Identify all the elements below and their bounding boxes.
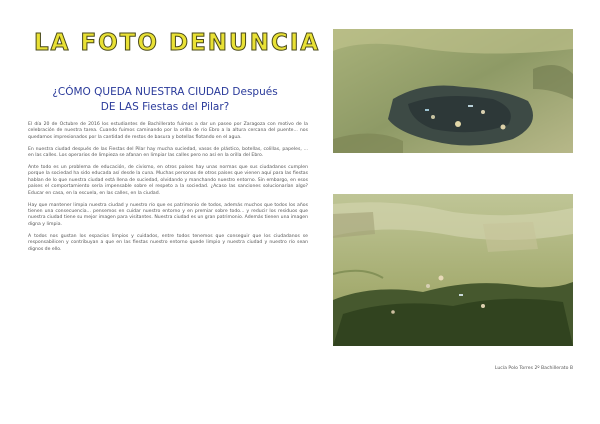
subtitle-line-2: DE LAS Fiestas del Pilar? — [100, 101, 230, 113]
river-trash-photo-2 — [333, 194, 573, 346]
article-body — [28, 122, 308, 258]
subtitle-line-1: ¿CÓMO QUEDA NUESTRA CIUDAD Después — [52, 86, 278, 98]
river-photo-2-image — [333, 194, 573, 346]
article-subtitle — [30, 85, 300, 115]
paragraph: A todos nos gustan los espacios limpios y cuidados, entre todos tenemos que conseguir que los ciudadanos se responsabilicen y contribuyan a que en las fiestas nuestro entorno quede limpio y nuestra ciudad y nuestro río sean dignos de ello. — [28, 233, 308, 252]
river-trash-photo-1 — [333, 29, 573, 153]
paragraph: El día 20 de Octubre de 2016 los estudiantes de Bachillerato fuimos a dar un paseo por Zaragoza con motivo de la celebración de nuestra tarea. Cuando fuimos caminando por la orilla de río Ebro a la altura cercana del puente... nos quedamos impresionados por la cantidad de restos de basura y botellas flotando en el agua. — [28, 122, 308, 140]
river-photo-1-image — [333, 29, 573, 153]
author-credit: Lucía Polo Torres 2º Bachillerato B — [494, 366, 573, 371]
paragraph: En nuestra ciudad después de las Fiestas del Pilar hay mucha suciedad, vasos de plástico, botellas, colillas, papeles, ... en las calles. Los operarios de limpieza se afanan en limpiar las calles pero no así en la orilla del Ebro. — [28, 146, 308, 159]
paragraph: Ante todo es un problema de educación, de civismo, en otros países hay unas normas que sus ciudadanos cumplen porque la sociedad ha sido educada así desde la cuna. Muchas personas de otros países que vienen aquí para las fiestas hablan de lo que nuestra ciudad está llena de suciedad, olvidando y manchando nuestro entorno. Sin embargo, en esos países el comportamiento sería impensable sobre el respeto a la sociedad. ¿Acaso las sanciones solucionarían algo? Educar en casa, en la escuela, en las calles, en la ciudad. — [28, 165, 308, 196]
page-title: LA FOTO DENUNCIA — [34, 30, 321, 56]
paragraph: Hay que mantener limpia nuestra ciudad y nuestro río que es patrimonio de todos, además muchos que todos los años tienen una consecuencia... pensemos en cuidar nuestro entorno y en premiar sobre todo... y reducir los residuos que nuestra ciudad tiene su mejor imagen para visitantes. Nuestra ciudad es un gran patrimonio. Además tienen una imagen digna y limpia. — [28, 202, 308, 227]
